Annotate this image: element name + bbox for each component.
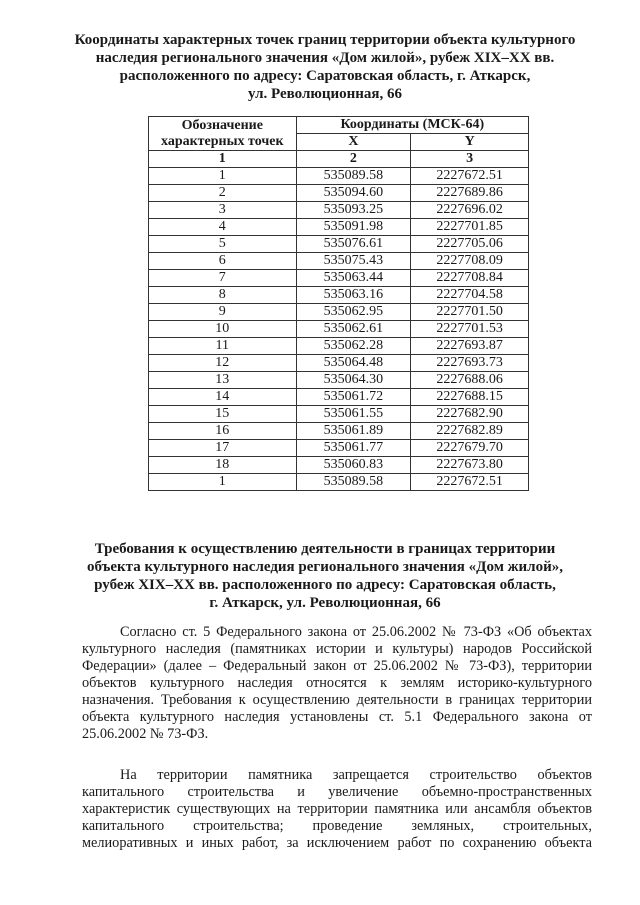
point-cell: 8: [149, 287, 297, 304]
x-cell: 535062.28: [296, 338, 411, 355]
y-cell: 2227704.58: [411, 287, 529, 304]
paragraph-line: капитального строительства и увеличение объемно-пространственных: [82, 784, 592, 800]
paragraph-line: На территории памятника запрещается строительство объектов: [120, 767, 592, 783]
paragraph-line: культурного наследия (памятниках истории и культуры) народов Российской: [82, 641, 592, 657]
y-cell: 2227708.09: [411, 253, 529, 270]
point-cell: 12: [149, 355, 297, 372]
y-column-header: Y: [411, 134, 529, 151]
x-cell: 535075.43: [296, 253, 411, 270]
y-cell: 2227708.84: [411, 270, 529, 287]
paragraph-line: 25.06.2002 № 73-ФЗ.: [82, 726, 209, 742]
point-cell: 13: [149, 372, 297, 389]
y-cell: 2227701.53: [411, 321, 529, 338]
paragraph-line: Согласно ст. 5 Федерального закона от 25.06.2002 № 73-ФЗ «Об объектах: [120, 624, 592, 640]
column-number: 3: [411, 151, 529, 168]
x-cell: 535089.58: [296, 474, 411, 491]
heading-line: расположенного по адресу: Саратовская область, г. Аткарск,: [119, 68, 531, 84]
point-column-header: Обозначение характерных точек: [149, 117, 297, 151]
point-cell: 9: [149, 304, 297, 321]
table-row: [149, 270, 529, 287]
table-row: [149, 440, 529, 457]
paragraph-legal-basis: [82, 624, 592, 743]
y-cell: 2227688.06: [411, 372, 529, 389]
x-cell: 535064.48: [296, 355, 411, 372]
x-cell: 535093.25: [296, 202, 411, 219]
table-row: [149, 389, 529, 406]
y-cell: 2227688.15: [411, 389, 529, 406]
heading-requirements: [70, 540, 580, 612]
y-cell: 2227682.90: [411, 406, 529, 423]
y-cell: 2227672.51: [411, 168, 529, 185]
table-row: [149, 168, 529, 185]
x-cell: 535061.77: [296, 440, 411, 457]
point-cell: 7: [149, 270, 297, 287]
paragraph-line: характеристик существующих на территории памятника или ансамбля объектов: [82, 801, 592, 817]
heading-line: наследия регионального значения «Дом жилой», рубеж XIX–XX вв.: [95, 50, 555, 66]
y-cell: 2227689.86: [411, 185, 529, 202]
table-row: [149, 321, 529, 338]
x-cell: 535063.16: [296, 287, 411, 304]
point-cell: 1: [149, 168, 297, 185]
heading-line: Координаты характерных точек границ территории объекта культурного: [74, 32, 576, 48]
x-cell: 535094.60: [296, 185, 411, 202]
column-number: 1: [149, 151, 297, 168]
y-cell: 2227693.87: [411, 338, 529, 355]
y-cell: 2227701.85: [411, 219, 529, 236]
heading-line: объекта культурного наследия регионального значения «Дом жилой»,: [87, 559, 563, 575]
y-cell: 2227672.51: [411, 474, 529, 491]
table-row: [149, 253, 529, 270]
x-cell: 535089.58: [296, 168, 411, 185]
y-cell: 2227705.06: [411, 236, 529, 253]
paragraph-prohibitions: [82, 767, 592, 852]
point-cell: 18: [149, 457, 297, 474]
table-row: [149, 355, 529, 372]
x-cell: 535064.30: [296, 372, 411, 389]
point-cell: 11: [149, 338, 297, 355]
point-cell: 10: [149, 321, 297, 338]
table-row: [149, 185, 529, 202]
heading-line: рубеж XIX–XX вв. расположенного по адресу: Саратовская область,: [94, 577, 556, 593]
heading-line: Требования к осуществлению деятельности в границах территории: [94, 541, 556, 557]
point-cell: 1: [149, 474, 297, 491]
x-cell: 535091.98: [296, 219, 411, 236]
x-cell: 535062.95: [296, 304, 411, 321]
table-row: [149, 219, 529, 236]
paragraph-line: Федерации» (далее – Федеральный закон от 25.06.2002 № 73-ФЗ), территории: [82, 658, 592, 674]
table-row: [149, 304, 529, 321]
point-cell: 15: [149, 406, 297, 423]
point-cell: 3: [149, 202, 297, 219]
paragraph-line: мелиоративных и иных работ, за исключением работ по сохранению объекта: [82, 835, 592, 851]
x-cell: 535061.89: [296, 423, 411, 440]
x-column-header: X: [296, 134, 411, 151]
x-cell: 535076.61: [296, 236, 411, 253]
y-cell: 2227693.73: [411, 355, 529, 372]
coordinates-table: [148, 116, 529, 491]
y-cell: 2227701.50: [411, 304, 529, 321]
paragraph-line: капитального строительства; проведение земляных, строительных,: [82, 818, 592, 834]
table-row: [149, 236, 529, 253]
column-number: 2: [296, 151, 411, 168]
heading-coordinates: [70, 31, 580, 103]
table-row: [149, 406, 529, 423]
table-row: [149, 287, 529, 304]
y-cell: 2227679.70: [411, 440, 529, 457]
point-cell: 5: [149, 236, 297, 253]
point-cell: 14: [149, 389, 297, 406]
point-cell: 2: [149, 185, 297, 202]
y-cell: 2227673.80: [411, 457, 529, 474]
x-cell: 535061.72: [296, 389, 411, 406]
table-row: [149, 202, 529, 219]
paragraph-line: объекта культурного наследия установлены ст. 5.1 Федерального закона от: [82, 709, 592, 725]
paragraph-line: назначения. Требования к осуществлению деятельности в границах территории: [82, 692, 592, 708]
point-cell: 4: [149, 219, 297, 236]
y-cell: 2227682.89: [411, 423, 529, 440]
table-row: [149, 457, 529, 474]
paragraph-line: объектов культурного наследия относятся к землям историко-культурного: [82, 675, 592, 691]
point-cell: 17: [149, 440, 297, 457]
point-cell: 16: [149, 423, 297, 440]
x-cell: 535063.44: [296, 270, 411, 287]
heading-line: ул. Революционная, 66: [247, 86, 403, 102]
heading-line: г. Аткарск, ул. Революционная, 66: [209, 595, 441, 611]
table-row: [149, 423, 529, 440]
table-row: [149, 474, 529, 491]
coords-column-header: Координаты (МСК-64): [296, 117, 528, 134]
y-cell: 2227696.02: [411, 202, 529, 219]
x-cell: 535061.55: [296, 406, 411, 423]
table-row: [149, 338, 529, 355]
table-row: [149, 372, 529, 389]
x-cell: 535060.83: [296, 457, 411, 474]
x-cell: 535062.61: [296, 321, 411, 338]
point-cell: 6: [149, 253, 297, 270]
